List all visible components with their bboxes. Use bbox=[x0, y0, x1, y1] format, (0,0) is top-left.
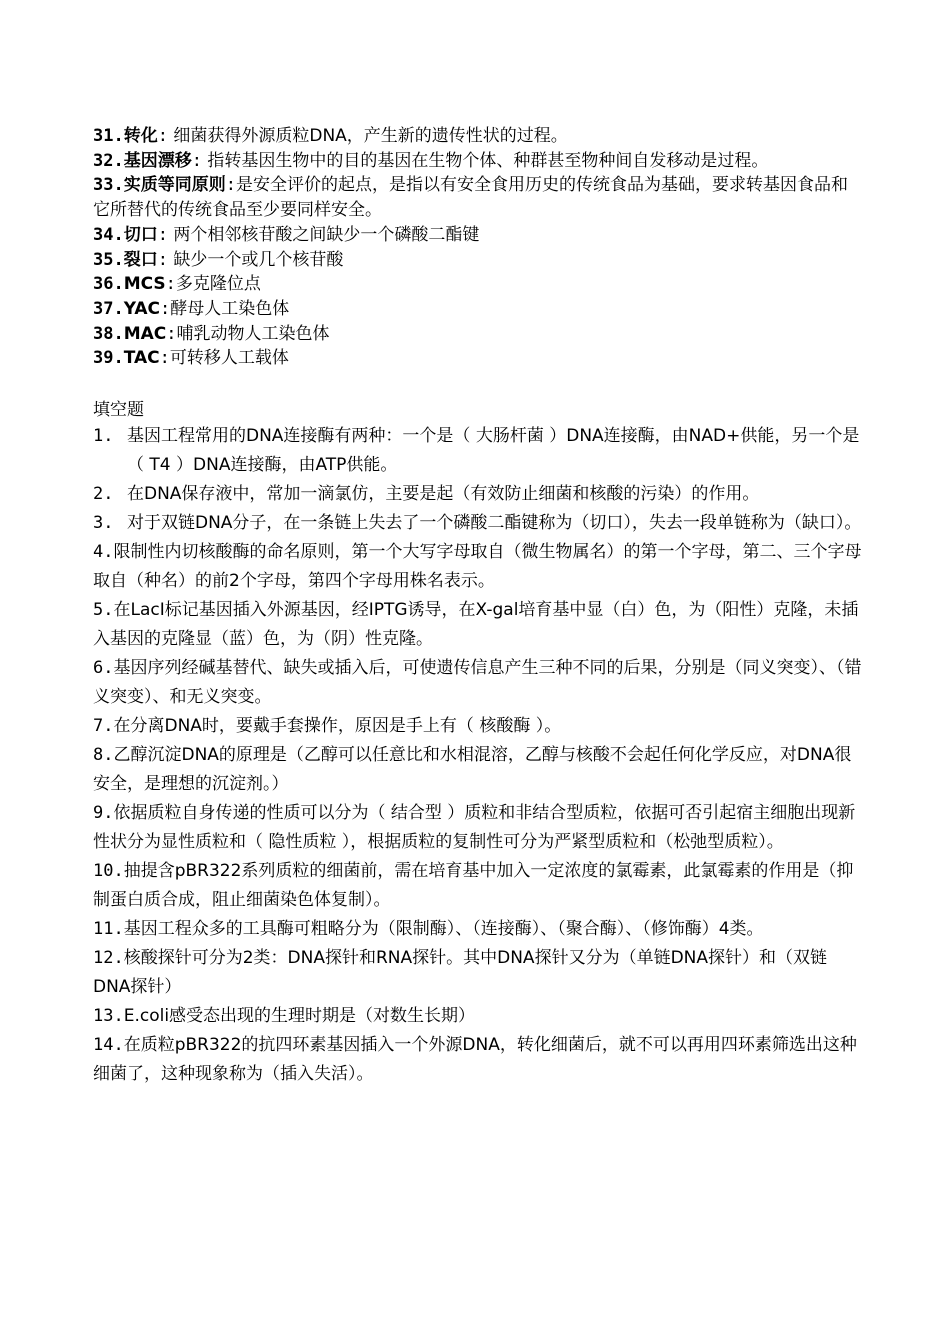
definition-item bbox=[93, 173, 863, 222]
question-number: 8. bbox=[93, 745, 114, 765]
question-item bbox=[93, 654, 863, 712]
question-item bbox=[93, 538, 863, 596]
question-text: 乙醇沉淀DNA的原理是（乙醇可以任意比和水相混溶，乙醇与核酸不会起任何化学反应，对DNA很安全，是理想的沉淀剂。） bbox=[93, 745, 852, 794]
definition-separator: : bbox=[191, 150, 202, 171]
definition-item bbox=[93, 297, 863, 322]
definition-item bbox=[93, 124, 863, 149]
definition-separator: : bbox=[159, 348, 170, 369]
question-text: 抽提含pBR322系列质粒的细菌前，需在培育基中加入一定浓度的氯霉素，此氯霉素的作用是（抑制蛋白质合成，阻止细菌染色体复制）。 bbox=[93, 861, 854, 910]
definition-item bbox=[93, 248, 863, 273]
definition-term: 实质等同原则 bbox=[123, 175, 226, 196]
question-text: 依据质粒自身传递的性质可以分为（ 结合型 ）质粒和非结合型质粒，依据可否引起宿主细胞出现新性状分为显性质粒和（ 隐性质粒 ），根据质粒的复制性可分为严紧型质粒和（松弛型质粒）。 bbox=[93, 803, 856, 852]
question-text: 在LacI标记基因插入外源基因，经IPTG诱导，在X-gal培育基中显（白）色，为（阳性）克隆，未插入基因的克隆显（蓝）色，为（阴）性克隆。 bbox=[93, 600, 859, 649]
question-number: 5. bbox=[93, 600, 114, 620]
question-text: 对于双链DNA分子，在一条链上失去了一个磷酸二酯键称为（切口），失去一段单链称为（缺口）。 bbox=[127, 513, 862, 533]
question-text: 基因序列经碱基替代、缺失或插入后，可使遗传信息产生三种不同的后果，分别是（同义突变）、（错义突变）、和无义突变。 bbox=[93, 658, 862, 707]
question-item bbox=[93, 712, 863, 741]
definition-term: 裂口 bbox=[123, 249, 158, 270]
question-number: 4. bbox=[93, 542, 114, 562]
question-item bbox=[93, 799, 863, 857]
question-number: 11. bbox=[93, 919, 124, 939]
question-text: 在DNA保存液中，常加一滴氯仿，主要是起（有效防止细菌和核酸的污染）的作用。 bbox=[127, 484, 760, 504]
fill-in-questions bbox=[93, 422, 863, 1089]
definition-term: 转化 bbox=[123, 126, 158, 146]
question-number: 1. bbox=[93, 426, 114, 446]
definition-text: 缺少一个或几个核苷酸 bbox=[173, 249, 344, 270]
definition-term: MAC bbox=[123, 323, 167, 344]
definition-text: 可转移人工载体 bbox=[169, 348, 289, 369]
question-item bbox=[93, 596, 863, 654]
definition-number: 34. bbox=[93, 224, 124, 245]
question-number: 10. bbox=[93, 861, 124, 881]
definition-number: 32. bbox=[93, 150, 124, 171]
definition-number: 39. bbox=[93, 348, 124, 369]
definition-separator: : bbox=[225, 175, 236, 196]
definition-term: TAC bbox=[123, 348, 160, 369]
question-number: 14. bbox=[93, 1035, 124, 1055]
definition-item bbox=[93, 346, 863, 371]
definition-number: 37. bbox=[93, 298, 124, 319]
definition-number: 36. bbox=[93, 274, 124, 295]
definition-term: 切口 bbox=[123, 224, 158, 245]
question-text: 限制性内切核酸酶的命名原则，第一个大写字母取自（微生物属名）的第一个字母，第二、三个字母取自（种名）的前2个字母，第四个字母用株名表示。 bbox=[93, 542, 862, 591]
definition-separator: : bbox=[166, 323, 177, 344]
question-number: 7. bbox=[93, 716, 114, 736]
definition-text: 细菌获得外源质粒DNA，产生新的遗传性状的过程。 bbox=[173, 126, 568, 146]
question-item bbox=[93, 944, 863, 1002]
definition-term: YAC bbox=[123, 298, 161, 319]
definition-number: 38. bbox=[93, 323, 124, 344]
question-text: 基因工程常用的DNA连接酶有两种：一个是（ 大肠杆菌 ）DNA连接酶，由NAD+供能，另一个是（ T4 ）DNA连接酶，由ATP供能。 bbox=[127, 426, 860, 475]
definition-separator: : bbox=[157, 126, 168, 146]
question-number: 13. bbox=[93, 1006, 124, 1026]
question-item bbox=[93, 741, 863, 799]
definition-text: 哺乳动物人工染色体 bbox=[176, 323, 330, 344]
definition-text: 指转基因生物中的目的基因在生物个体、种群甚至物种间自发移动是过程。 bbox=[207, 150, 769, 171]
question-item bbox=[93, 480, 863, 509]
question-text: 基因工程众多的工具酶可粗略分为（限制酶）、（连接酶）、（聚合酶）、（修饰酶）4类。 bbox=[123, 919, 764, 939]
definitions-list bbox=[93, 124, 863, 371]
question-text: E.coli感受态出现的生理时期是（对数生长期） bbox=[123, 1006, 476, 1026]
definition-text: 多克隆位点 bbox=[175, 274, 261, 295]
definition-text: 是安全评价的起点，是指以有安全食用历史的传统食品为基础，要求转基因食品和它所替代的传统食品至少要同样安全。 bbox=[93, 175, 848, 221]
definition-number: 33. bbox=[93, 175, 124, 196]
question-item bbox=[93, 1031, 863, 1089]
fill-section-title: 填空题 bbox=[93, 400, 144, 420]
definition-item bbox=[93, 223, 863, 248]
definition-separator: : bbox=[157, 224, 168, 245]
question-item bbox=[93, 509, 863, 538]
question-item bbox=[93, 915, 863, 944]
definition-term: MCS bbox=[123, 274, 166, 295]
definition-separator: : bbox=[160, 298, 171, 319]
question-number: 9. bbox=[93, 803, 114, 823]
question-number: 6. bbox=[93, 658, 114, 678]
definition-item bbox=[93, 149, 863, 174]
question-text: 在分离DNA时，要戴手套操作，原因是手上有（ 核酸酶 ）。 bbox=[113, 716, 562, 736]
question-number: 2. bbox=[93, 484, 114, 504]
question-text: 在质粒pBR322的抗四环素基因插入一个外源DNA，转化细菌后，就不可以再用四环素筛选出这种细菌了，这种现象称为（插入失活）。 bbox=[93, 1035, 857, 1084]
question-text: 核酸探针可分为2类：DNA探针和RNA探针。其中DNA探针又分为（单链DNA探针）和（双链DNA探针） bbox=[93, 948, 828, 997]
question-item bbox=[93, 1002, 863, 1031]
question-item bbox=[93, 857, 863, 915]
question-number: 3. bbox=[93, 513, 114, 533]
definition-item bbox=[93, 322, 863, 347]
question-number: 12. bbox=[93, 948, 124, 968]
definition-text: 两个相邻核苷酸之间缺少一个磷酸二酯键 bbox=[173, 224, 480, 245]
definition-number: 35. bbox=[93, 249, 124, 270]
definition-text: 酵母人工染色体 bbox=[170, 298, 290, 319]
question-item bbox=[93, 422, 863, 480]
definition-number: 31. bbox=[93, 126, 124, 146]
definition-separator: : bbox=[157, 249, 168, 270]
definition-term: 基因漂移 bbox=[123, 150, 192, 171]
definition-item bbox=[93, 272, 863, 297]
definition-separator: : bbox=[165, 274, 176, 295]
